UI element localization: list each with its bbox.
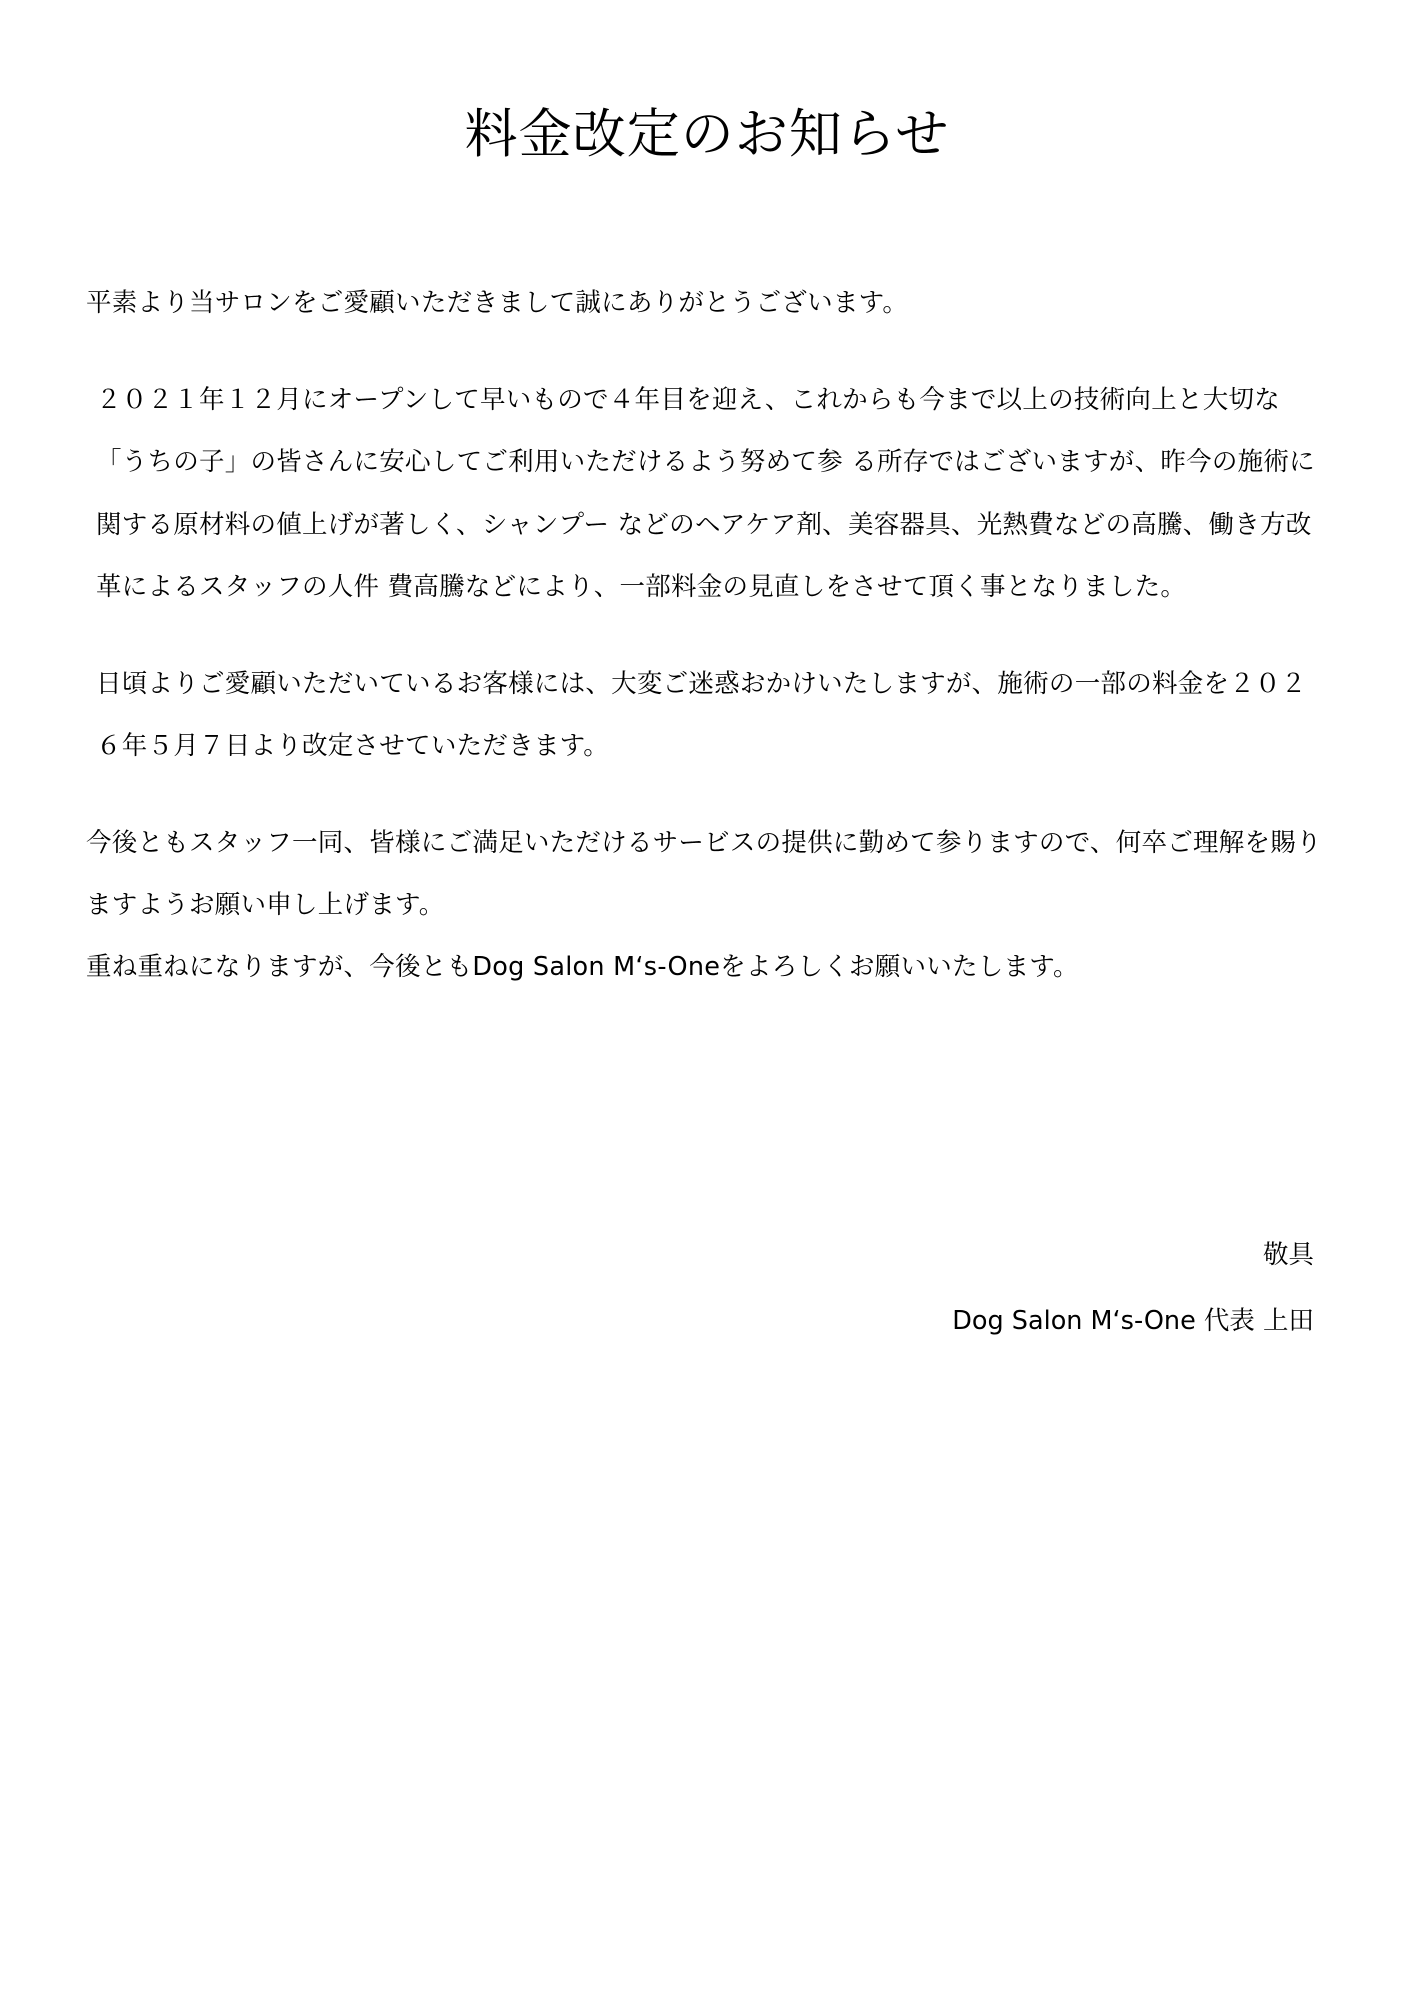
page-title: 料金改定のお知らせ	[464, 104, 950, 165]
closing-signature: Dog Salon M‘s-One 代表 上田	[952, 1306, 1314, 1337]
closing-block	[86, 1227, 1328, 1349]
paragraph-commitment: 今後ともスタッフ一同、皆様にご満足いただけるサービスの提供に勤めて参りますので、何卒ご理解を賜りますようお願い申し上げます。	[86, 827, 1322, 920]
paragraph-price-revision: 日頃よりご愛顧いただいているお客様には、大変ご迷惑おかけいたしますが、施術の一部の料金を２０２６年５月７日より改定させていただきます。	[96, 668, 1307, 762]
paragraph-request: 重ね重ねになりますが、今後ともDog Salon M‘s-Oneをよろしくお願いいたします。	[86, 952, 1079, 983]
paragraph-background: ２０２１年１２月にオープンして早いもので４年目を迎え、これからも今まで以上の技術向上と大切な「うちの子」の皆さんに安心してご利用いただけるよう努めて参 る所存ではございますが、昨今の施術に関する原材料の値上げが著しく、シャンプー などのヘアケア剤、美容器具、光熱費などの高騰、働き方改革によるスタッフの人件 費高騰などにより、一部料金の見直しをさせて頂く事となりました。	[96, 384, 1315, 603]
closing-salutation: 敬具	[1262, 1239, 1314, 1270]
bottom-spacer	[86, 1349, 1328, 1629]
document-body	[86, 272, 1328, 999]
paragraph-greeting: 平素より当サロンをご愛顧いただきまして誠にありがとうございます。	[86, 288, 909, 319]
